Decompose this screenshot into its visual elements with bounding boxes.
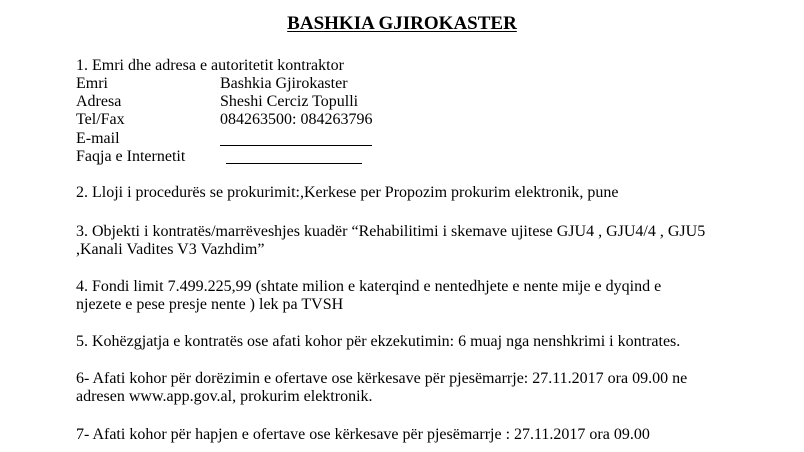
field-label-telfax: Tel/Fax — [76, 111, 125, 128]
section-4-line-1: 4. Fondi limit 7.499.225,99 (shtate milion e katerqind e nentedhjete e nente mije e dyqind e — [76, 278, 662, 295]
section-3-line-1: 3. Objekti i kontratës/marrëveshjes kuadër “Rehabilitimi i skemave ujitese GJU4 , GJU4/4 , GJU5 — [76, 223, 706, 240]
field-row-email — [76, 129, 220, 148]
section-4-line-2: njezete e pese presje nente ) lek pa TVSH — [76, 296, 344, 313]
section-2-text: 2. Lloji i procedurës se prokurimit:,Kerkese per Propozim prokurim elektronik, pune — [76, 184, 619, 201]
field-row-address — [76, 92, 358, 111]
field-value-name: Bashkia Gjirokaster — [220, 75, 348, 92]
document-title-text: BASHKIA GJIROKASTER — [287, 13, 517, 34]
field-row-website — [76, 147, 220, 166]
section-5-text: 5. Kohëzgjatja e kontratës ose afati kohor për ekzekutimin: 6 muaj nga nenshkrimi i kontrates. — [76, 333, 681, 350]
field-value-telfax: 084263500: 084263796 — [220, 111, 373, 128]
field-row-telfax — [76, 110, 372, 129]
section-3-line-2: ,Kanali Vadites V3 Vazhdim” — [76, 241, 265, 258]
field-row-name — [76, 74, 348, 93]
section-6-line-1: 6- Afati kohor për dorëzimin e ofertave ose kërkesave për pjesëmarrje: 27.11.2017 ora 09.00 ne — [76, 370, 688, 387]
section-6-line-2: adresen www.app.gov.al, prokurim elektronik. — [76, 388, 373, 405]
document-title — [0, 12, 804, 36]
field-label-website: Faqja e Internetit — [76, 148, 186, 165]
field-label-address: Adresa — [76, 93, 122, 110]
website-blank-line — [226, 163, 362, 164]
section-7-text: 7- Afati kohor për hapjen e ofertave ose kërkesave për pjesëmarrje : 27.11.2017 ora 09.00 — [76, 426, 650, 443]
email-blank-line — [220, 145, 372, 146]
section-1-heading: 1. Emri dhe adresa e autoritetit kontraktor — [76, 57, 344, 74]
field-value-address: Sheshi Cerciz Topulli — [220, 93, 359, 110]
field-label-email: E-mail — [76, 130, 120, 147]
field-label-name: Emri — [76, 75, 108, 92]
